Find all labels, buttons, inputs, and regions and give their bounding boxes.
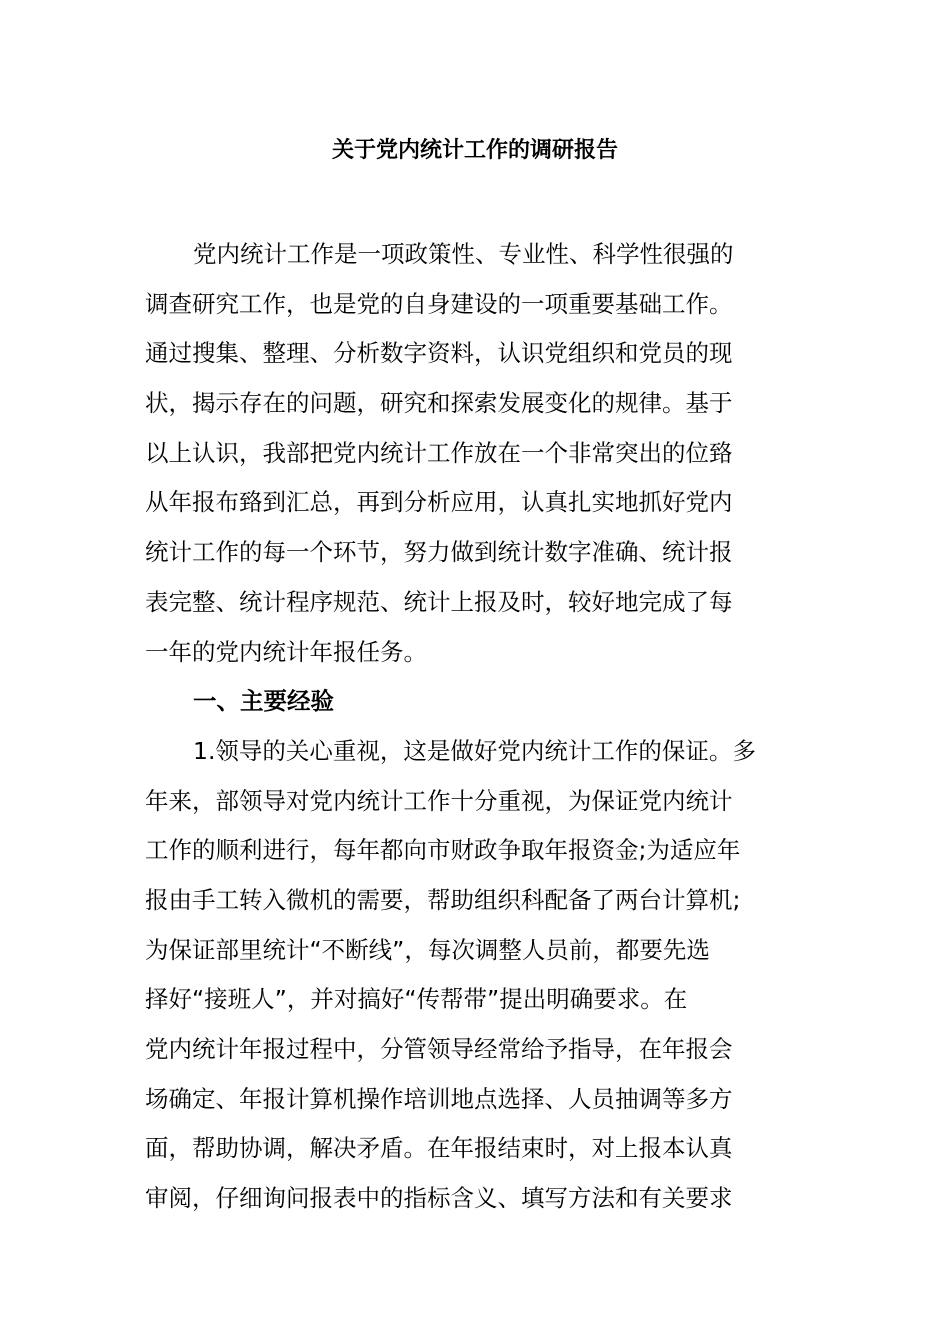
paragraph-line: 报由手工转入微机的需要，帮助组织科配备了两台计算机; [145, 885, 741, 914]
paragraph-line: 1.领导的关心重视，这是做好党内统计工作的保证。多 [193, 736, 756, 765]
paragraph-line: 择好“接班人”，并对搞好“传帮带”提出明确要求。在 [145, 985, 688, 1014]
paragraph-line: 面，帮助协调，解决矛盾。在年报结束时，对上报本认真 [145, 1134, 733, 1163]
document-body [145, 230, 810, 1224]
document-title: 关于党内统计工作的调研报告 [331, 138, 618, 163]
paragraph-line: 以上认识，我部把党内统计工作放在一个非常突出的位臵 [145, 438, 733, 467]
paragraph-line: 党内统计年报过程中，分管领导经常给予指导，在年报会 [145, 1035, 733, 1063]
paragraph-line: 党内统计工作是一项政策性、专业性、科学性很强的 [193, 240, 734, 268]
paragraph-line: 调查研究工作，也是党的自身建设的一项重要基础工作。 [145, 289, 733, 318]
section-heading: 一、主要经验 [193, 687, 334, 716]
paragraph-line: 统计工作的每一个环节，努力做到统计数字准确、统计报 [145, 538, 733, 567]
paragraph-line: 表完整、统计程序规范、统计上报及时，较好地完成了每 [145, 587, 733, 616]
paragraph-line: 场确定、年报计算机操作培训地点选择、人员抽调等多方 [145, 1084, 733, 1113]
paragraph-line: 工作的顺利进行，每年都向市财政争取年报资金;为适应年 [145, 836, 741, 865]
paragraph-line: 审阅，仔细询问报表中的指标含义、填写方法和有关要求 [145, 1184, 733, 1213]
paragraph-line: 状，揭示存在的问题，研究和探索发展变化的规律。基于 [145, 389, 733, 418]
paragraph-line: 年来，部领导对党内统计工作十分重视，为保证党内统计 [145, 786, 733, 815]
paragraph-line: 从年报布臵到汇总，再到分析应用，认真扎实地抓好党内 [145, 488, 733, 517]
paragraph-line: 一年的党内统计年报任务。 [145, 637, 427, 666]
paragraph-line: 为保证部里统计“不断线”，每次调整人员前，都要先选 [145, 935, 710, 964]
paragraph-line: 通过搜集、整理、分析数字资料，认识党组织和党员的现 [145, 339, 733, 368]
